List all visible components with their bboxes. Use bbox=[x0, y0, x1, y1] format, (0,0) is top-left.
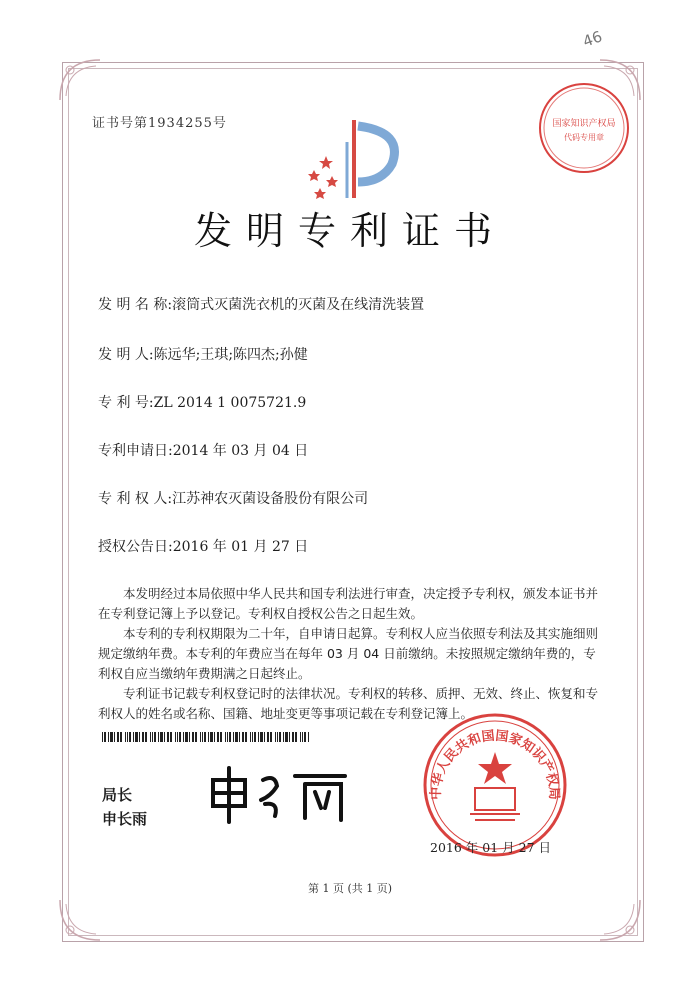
invention-name-row bbox=[98, 294, 424, 314]
grant-date-row bbox=[98, 536, 308, 556]
inventors-label: 发 明 人: bbox=[98, 347, 154, 363]
patent-office-logo bbox=[302, 112, 412, 202]
director-name: 申长雨 bbox=[102, 810, 148, 828]
corner-ornament-bottom-right bbox=[596, 896, 644, 944]
corner-ornament-bottom-left bbox=[56, 896, 104, 944]
director-title: 局长 bbox=[102, 786, 133, 804]
invention-name-value: 滚筒式灭菌洗衣机的灭菌及在线清洗装置 bbox=[172, 297, 425, 313]
page-footer: 第 1 页 (共 1 页) bbox=[307, 882, 393, 895]
patentee-value: 江苏神农灭菌设备股份有限公司 bbox=[172, 491, 369, 507]
body-paragraph: 本专利的专利权期限为二十年，自申请日起算。专利权人应当依照专利法及其实施细则规定缴纳年费。本专利的年费应当在每年 03 月 04 日前缴纳。未按照规定缴纳年费的，专利权自应当缴纳年费期满之日起终止。 bbox=[98, 626, 599, 681]
inventors-row bbox=[98, 344, 308, 364]
patentee-row bbox=[98, 488, 368, 508]
corner-ornament-top-left bbox=[56, 56, 104, 104]
patent-number-value: ZL 2014 1 0075721.9 bbox=[153, 395, 307, 411]
svg-text:代码专用章: 代码专用章 bbox=[564, 133, 604, 142]
svg-text:中华人民共和国国家知识产权局: 中华人民共和国国家知识产权局 bbox=[428, 728, 562, 800]
barcode bbox=[102, 732, 312, 742]
svg-text:国家知识产权局: 国家知识产权局 bbox=[552, 119, 616, 129]
filing-date-label: 专利申请日: bbox=[98, 443, 173, 459]
issue-date: 2016 年 01 月 27 日 bbox=[430, 840, 551, 855]
patent-number-label: 专 利 号: bbox=[98, 395, 154, 411]
grant-date-label: 授权公告日: bbox=[98, 539, 173, 555]
grant-date-value: 2016 年 01 月 27 日 bbox=[172, 539, 309, 555]
certificate-number: 证书号第1934255号 bbox=[92, 116, 227, 131]
patentee-label: 专 利 权 人: bbox=[98, 491, 173, 507]
filing-date-row bbox=[98, 440, 308, 460]
body-paragraph: 本发明经过本局依照中华人民共和国专利法进行审查，决定授予专利权，颁发本证书并在专利登记簿上予以登记。专利权自授权公告之日起生效。 bbox=[98, 586, 599, 621]
filing-date-value: 2014 年 03 月 04 日 bbox=[172, 443, 309, 459]
patent-number-row bbox=[98, 392, 306, 412]
director-signature bbox=[205, 760, 355, 830]
inventors-value: 陈远华;王琪;陈四杰;孙健 bbox=[153, 347, 308, 363]
certificate-body bbox=[98, 584, 606, 724]
small-red-seal bbox=[536, 80, 632, 176]
body-paragraph: 专利证书记载专利权登记时的法律状况。专利权的转移、质押、无效、终止、恢复和专利权人的姓名或名称、国籍、地址变更等事项记载在专利登记簿上。 bbox=[98, 686, 599, 721]
invention-name-label: 发 明 名 称: bbox=[98, 297, 173, 313]
certificate-title: 发明专利证书 bbox=[193, 209, 506, 253]
handwritten-mark: 46 bbox=[580, 27, 605, 51]
